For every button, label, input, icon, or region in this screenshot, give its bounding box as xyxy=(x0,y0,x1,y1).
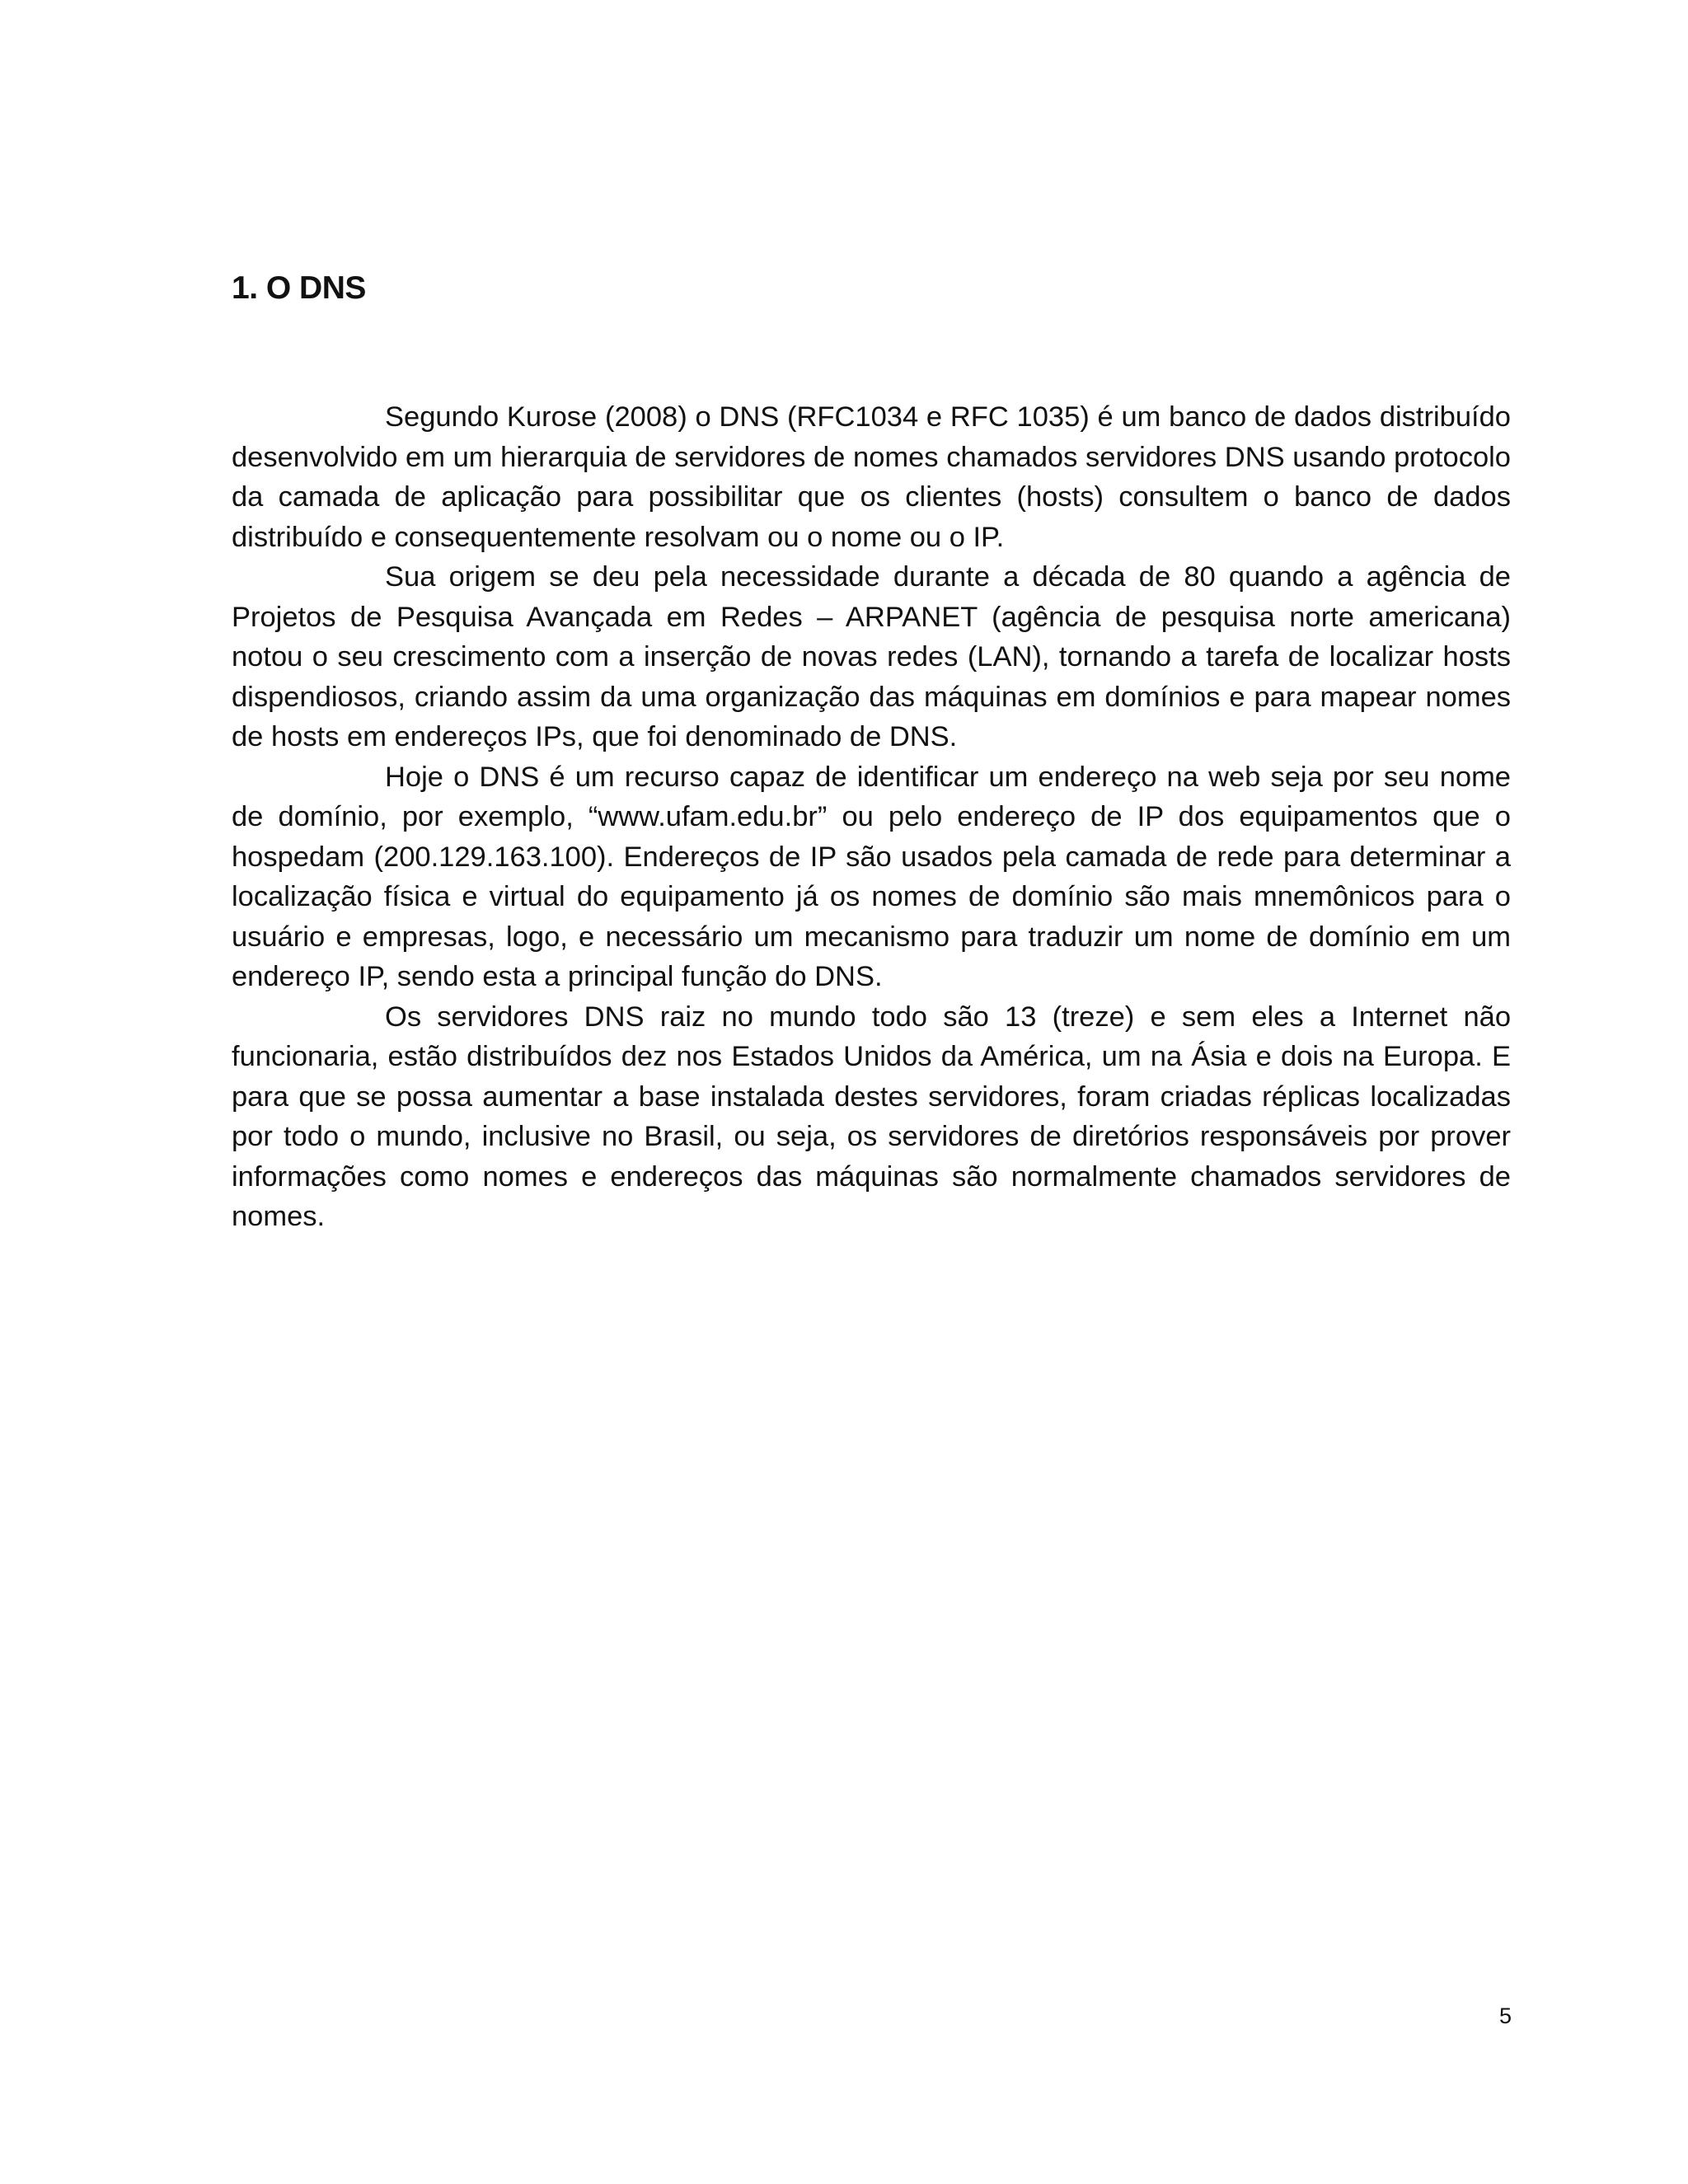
body-text xyxy=(232,397,1511,1237)
section-heading: 1. O DNS xyxy=(232,270,366,306)
paragraph-dns-origin: Sua origem se deu pela necessidade durante a década de 80 quando a agência de Projetos de Pesquisa Avançada em Redes – ARPANET (agência de pesquisa norte americana) notou o seu crescimento com a inserção de novas redes (LAN), tornando a tarefa de localizar hosts dispendiosos, criando assim da uma organização das máquinas em domínios e para mapear nomes de hosts em endereços IPs, que foi denominado de DNS. xyxy=(232,561,1511,752)
paragraph-dns-today: Hoje o DNS é um recurso capaz de identificar um endereço na web seja por seu nome de domínio, por exemplo, “www.ufam.edu.br” ou pelo endereço de IP dos equipamentos que o hospedam (200.129.163.100). Endereços de IP são usados pela camada de rede para determinar a localização física e virtual do equipamento já os nomes de domínio são mais mnemônicos para o usuário e empresas, logo, e necessário um mecanismo para traduzir um nome de domínio em um endereço IP, sendo esta a principal função do DNS. xyxy=(232,761,1511,992)
paragraph-dns-definition: Segundo Kurose (2008) o DNS (RFC1034 e RFC 1035) é um banco de dados distribuído desenvolvido em um hierarquia de servidores de nomes chamados servidores DNS usando protocolo da camada de aplicação para possibilitar que os clientes (hosts) consultem o banco de dados distribuído e consequentemente resolvam ou o nome ou o IP. xyxy=(232,401,1511,553)
page-number: 5 xyxy=(1498,2004,1512,2028)
paragraph-root-servers: Os servidores DNS raiz no mundo todo são 13 (treze) e sem eles a Internet não funcionaria, estão distribuídos dez nos Estados Unidos da América, um na Ásia e dois na Europa. E para que se possa aumentar a base instalada destes servidores, foram criadas réplicas localizadas por todo o mundo, inclusive no Brasil, ou seja, os servidores de diretórios responsáveis por prover informações como nomes e endereços das máquinas são normalmente chamados servidores de nomes. xyxy=(232,1001,1511,1232)
